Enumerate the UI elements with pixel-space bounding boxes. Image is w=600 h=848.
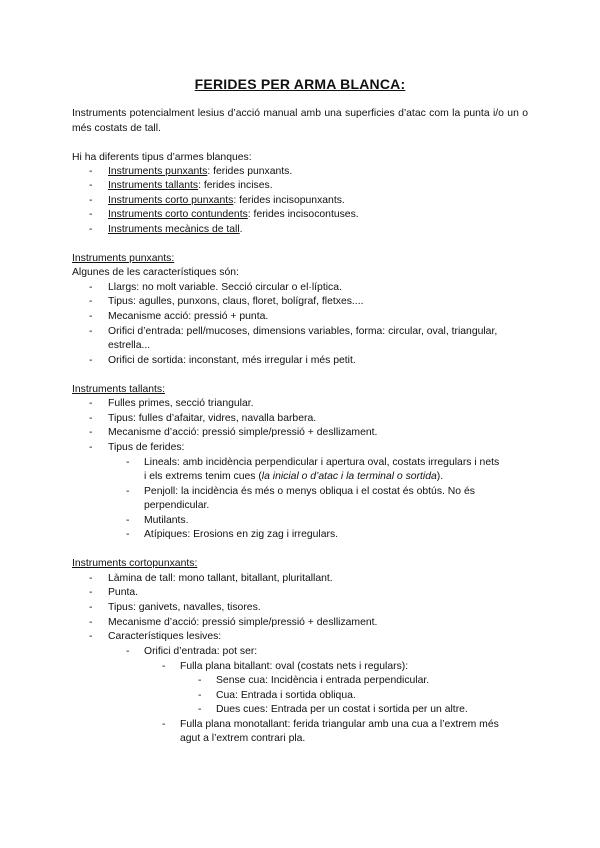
list-item-text: : ferides incises. — [198, 180, 273, 191]
text-segment: i els extrems tenim cues ( — [144, 471, 262, 482]
bullet: - — [89, 166, 93, 177]
intro-paragraph: Instruments potencialment lesius d’acció manual amb una superficies d’atac com la punta i/o un o més costats de tall. — [72, 108, 528, 134]
bullet: - — [89, 427, 93, 438]
list-item — [108, 223, 243, 238]
bullet: - — [89, 413, 93, 424]
bullet: - — [89, 602, 93, 613]
list-item-text: : ferides incisopunxants. — [233, 195, 345, 206]
list-item — [108, 179, 273, 194]
section-subheading: Algunes de les característiques són: — [72, 267, 239, 278]
bullet: - — [89, 355, 93, 366]
sub-list-item-continuation: perpendicular. — [144, 500, 210, 511]
text-segment: ). — [436, 471, 444, 482]
bullet: - — [89, 195, 93, 206]
bullet: - — [89, 398, 93, 409]
deep-list-item: Cua: Entrada i sortida obliqua. — [216, 690, 356, 701]
list-item-term: Instruments mecànics de tall — [108, 224, 240, 235]
list-item — [108, 194, 345, 209]
bullet: - — [89, 180, 93, 191]
list-item — [108, 208, 359, 223]
sub-sub-list-item-continuation: agut a l’extrem contrari pla. — [180, 733, 306, 744]
bullet: - — [89, 209, 93, 220]
list-item: Punta. — [108, 587, 139, 598]
bullet: - — [89, 311, 93, 322]
bullet: - — [89, 587, 93, 598]
list-item: Tipus: agulles, punxons, claus, floret, bolígraf, fletxes.... — [108, 296, 364, 307]
bullet: - — [198, 675, 202, 686]
bullet: - — [162, 661, 166, 672]
sub-list-item: Mutilants. — [144, 515, 189, 526]
bullet: - — [198, 704, 202, 715]
list-item: Tipus de ferides: — [108, 442, 185, 453]
bullet: - — [126, 646, 130, 657]
list-item-text: . — [239, 224, 243, 235]
list-item — [108, 165, 292, 180]
list-item: Tipus: ganivets, navalles, tisores. — [108, 602, 261, 613]
list-item-text: : ferides incisocontuses. — [247, 209, 359, 220]
list-item: Mecanisme acció: pressió + punta. — [108, 311, 269, 322]
bullet: - — [89, 282, 93, 293]
list-item: Orifici d’entrada: pell/mucoses, dimensions variables, forma: circular, oval, triangular, — [108, 326, 498, 337]
bullet: - — [198, 690, 202, 701]
list-item: Llargs: no molt variable. Secció circular o el·líptica. — [108, 282, 342, 293]
list-item: Característiques lesives: — [108, 631, 222, 642]
section-heading-punxants: Instruments punxants: — [72, 253, 175, 264]
bullet: - — [126, 529, 130, 540]
list-item: Làmina de tall: mono tallant, bitallant, pluritallant. — [108, 573, 333, 584]
list-item: Fulles primes, secció triangular. — [108, 398, 254, 409]
bullet: - — [126, 486, 130, 497]
sub-list-item-continuation — [144, 470, 443, 485]
bullet: - — [89, 224, 93, 235]
list-item-term: Instruments tallants — [108, 180, 199, 191]
types-heading: Hi ha diferents tipus d’armes blanques: — [72, 152, 252, 163]
sub-list-item: Orifici d’entrada: pot ser: — [144, 646, 258, 657]
sub-sub-list-item: Fulla plana monotallant: ferida triangular amb una cua a l’extrem més — [180, 719, 499, 730]
list-item: Tipus: fulles d’afaitar, vidres, navalla barbera. — [108, 413, 317, 424]
list-item: Mecanisme d’acció: pressió simple/pressió + desllizament. — [108, 617, 378, 628]
bullet: - — [89, 296, 93, 307]
bullet: - — [89, 617, 93, 628]
list-item-term: Instruments corto contundents — [108, 209, 248, 220]
sub-list-item: Lineals: amb incidència perpendicular i apertura oval, costats irregulars i nets — [144, 457, 500, 468]
bullet: - — [126, 457, 130, 468]
list-item: Orifici de sortida: inconstant, més irregular i més petit. — [108, 355, 356, 366]
bullet: - — [126, 515, 130, 526]
sub-sub-list-item: Fulla plana bitallant: oval (costats nets i regulars): — [180, 661, 409, 672]
sub-list-item: Atípiques: Erosions en zig zag i irregulars. — [144, 529, 339, 540]
bullet: - — [89, 326, 93, 337]
list-item-term: Instruments corto punxants — [108, 195, 234, 206]
section-heading-tallants: Instruments tallants: — [72, 384, 165, 395]
page-title: FERIDES PER ARMA BLANCA: — [194, 76, 406, 92]
italic-text: la inicial o d’atac i la terminal o sortida — [261, 471, 437, 482]
bullet: - — [89, 573, 93, 584]
list-item: Mecanisme d’acció: pressió simple/pressió + desllizament. — [108, 427, 378, 438]
bullet: - — [162, 719, 166, 730]
section-heading-cortopunxants: Instruments cortopunxants: — [72, 558, 198, 569]
bullet: - — [89, 631, 93, 642]
list-item-continuation: estrella... — [108, 340, 151, 351]
deep-list-item: Dues cues: Entrada per un costat i sortida per un altre. — [216, 704, 468, 715]
bullet: - — [89, 442, 93, 453]
sub-list-item: Penjoll: la incidència és més o menys obliqua i el costat és obtús. No és — [144, 486, 475, 497]
list-item-term: Instruments punxants — [108, 166, 208, 177]
deep-list-item: Sense cua: Incidència i entrada perpendicular. — [216, 675, 430, 686]
list-item-text: : ferides punxants. — [207, 166, 293, 177]
